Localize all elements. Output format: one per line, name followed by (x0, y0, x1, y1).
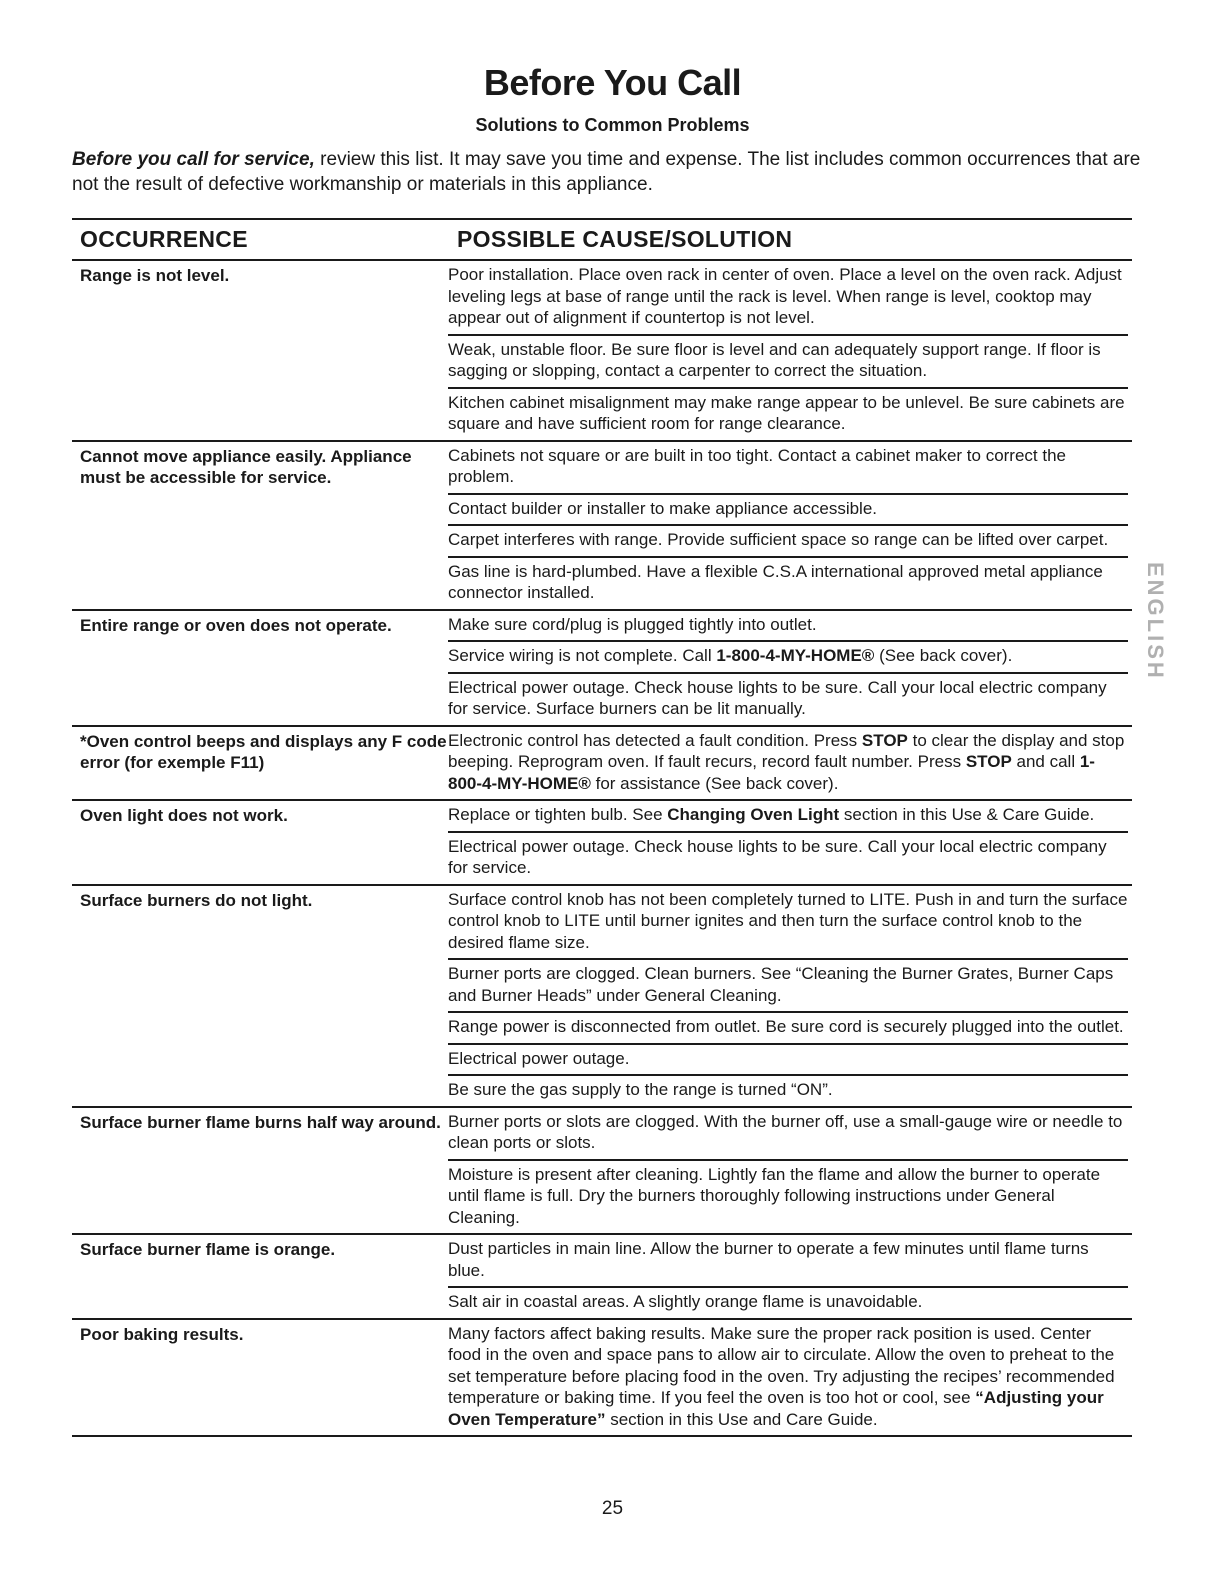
solutions-cell (448, 727, 1132, 800)
solution-item: Dust particles in main line. Allow the burner to operate a few minutes until flame turns blue. (448, 1235, 1128, 1288)
solutions-cell (448, 1108, 1132, 1234)
troubleshooting-table (72, 218, 1132, 1437)
column-header-solution: POSSIBLE CAUSE/SOLUTION (457, 226, 793, 252)
solution-item: Service wiring is not complete. Call 1-800-4-MY-HOME® (See back cover). (448, 642, 1128, 674)
occurrence-cell: Cannot move appliance easily. Appliance must be accessible for service. (80, 446, 412, 487)
occurrence-cell: *Oven control beeps and displays any F code error (for exemple F11) (80, 731, 447, 772)
page-number: 25 (601, 1498, 624, 1519)
solution-item: Burner ports are clogged. Clean burners. See “Cleaning the Burner Grates, Burner Caps and Burner Heads” under General Cleaning. (448, 960, 1128, 1013)
solutions-cell (448, 442, 1132, 609)
table-row (72, 727, 1132, 802)
solutions-cell (448, 1320, 1132, 1436)
occurrence-cell: Surface burner flame burns half way around. (80, 1112, 441, 1132)
solution-item: Cabinets not square or are built in too tight. Contact a cabinet maker to correct the problem. (448, 442, 1128, 495)
solutions-cell (448, 261, 1132, 440)
solution-item: Make sure cord/plug is plugged tightly into outlet. (448, 611, 1128, 643)
occurrence-cell: Surface burners do not light. (80, 890, 313, 910)
solution-item: Kitchen cabinet misalignment may make range appear to be unlevel. Be sure cabinets are square and have sufficient room for range clearance. (448, 392, 1125, 433)
table-row (72, 1108, 1132, 1236)
solution-item: Surface control knob has not been completely turned to LITE. Push in and turn the surface control knob to LITE until burner ignites and then turn the surface control knob to the desired flame size. (448, 886, 1128, 961)
solution-item: Moisture is present after cleaning. Lightly fan the flame and allow the burner to operate until flame is full. Dry the burners thoroughly following instructions under General Cleaning. (448, 1164, 1101, 1227)
solutions-cell (448, 886, 1132, 1106)
table-row (72, 261, 1132, 442)
solution-item: Carpet interferes with range. Provide sufficient space so range can be lifted over carpet. (448, 526, 1128, 558)
solution-item: Replace or tighten bulb. See Changing Oven Light section in this Use & Care Guide. (448, 801, 1128, 833)
solution-item: Many factors affect baking results. Make sure the proper rack position is used. Center food in the oven and space pans to allow air to circulate. Allow the oven to preheat to the set temperature before placing food in the oven. Try adjusting the recipes’ recommended temperature or baking time. If you feel the oven is too hot or cool, see “Adjusting your Oven Temperature” section in this Use and Care Guide. (448, 1323, 1115, 1429)
solutions-cell (448, 801, 1132, 884)
solution-item: Electrical power outage. (448, 1045, 1128, 1077)
occurrence-cell: Oven light does not work. (80, 806, 288, 825)
solution-item: Electrical power outage. Check house lights to be sure. Call your local electric company for service. Surface burners can be lit manually. (448, 677, 1107, 718)
table-row (72, 886, 1132, 1108)
occurrence-cell: Surface burner flame is orange. (80, 1240, 336, 1259)
table-row (72, 801, 1132, 886)
table-row (72, 611, 1132, 727)
solution-item: Be sure the gas supply to the range is turned “ON”. (448, 1080, 833, 1099)
occurrence-cell: Range is not level. (80, 266, 230, 285)
page-subtitle: Solutions to Common Problems (475, 115, 750, 135)
intro-lead: Before you call for service, (72, 149, 315, 170)
solution-item: Poor installation. Place oven rack in center of oven. Place a level on the oven rack. Adjust leveling legs at base of range until the rack is level. When range is level, cooktop may appear out of alignment if countertop is not level. (448, 261, 1128, 336)
occurrence-cell: Poor baking results. (80, 1324, 244, 1344)
solution-item: Range power is disconnected from outlet. Be sure cord is securely plugged into the outlet. (448, 1013, 1128, 1045)
solution-item: Electrical power outage. Check house lights to be sure. Call your local electric company for service. (448, 836, 1107, 877)
column-header-occurrence: OCCURRENCE (80, 226, 248, 252)
table-header (72, 218, 1132, 261)
solution-item: Burner ports or slots are clogged. With the burner off, use a small-gauge wire or needle to clean ports or slots. (448, 1108, 1128, 1161)
language-side-label: ENGLISH (1143, 562, 1168, 681)
page-title: Before You Call (483, 62, 742, 103)
solution-item: Weak, unstable floor. Be sure floor is level and can adequately support range. If floor is sagging or slopping, contact a carpenter to correct the situation. (448, 336, 1128, 389)
table-body (72, 261, 1132, 1437)
solutions-cell (448, 611, 1132, 725)
occurrence-cell: Entire range or oven does not operate. (80, 615, 392, 635)
table-row (72, 442, 1132, 611)
solution-item: Contact builder or installer to make appliance accessible. (448, 495, 1128, 527)
table-row (72, 1235, 1132, 1320)
intro-paragraph (72, 147, 1152, 197)
solution-item: Electronic control has detected a fault condition. Press STOP to clear the display and stop beeping. Reprogram oven. If fault recurs, record fault number. Press STOP and call 1-800-4-MY-HOME® for assistance (See back cover). (448, 730, 1125, 793)
solutions-cell (448, 1235, 1132, 1318)
intro-text: review this list. It may save you time and expense. The list includes common occurrences that are not the result of defective workmanship or materials in this appliance. (72, 149, 1141, 195)
solution-item: Salt air in coastal areas. A slightly orange flame is unavoidable. (448, 1292, 923, 1311)
table-row (72, 1320, 1132, 1438)
solution-item: Gas line is hard-plumbed. Have a flexible C.S.A international approved metal appliance connector installed. (448, 561, 1103, 602)
